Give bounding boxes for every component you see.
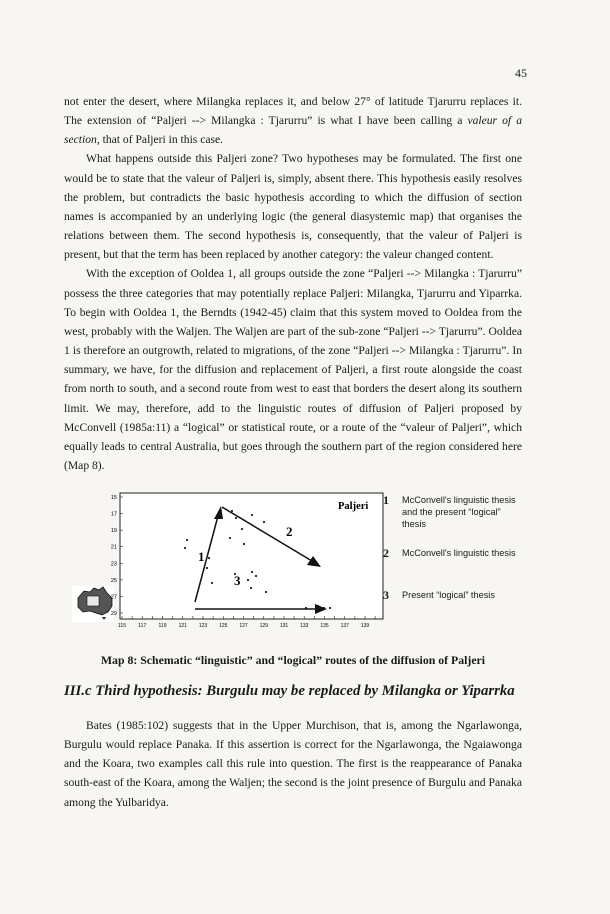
- section-body: [64, 716, 522, 812]
- y-tick-label: 25: [110, 577, 117, 584]
- paljeri-label: Paljeri: [338, 501, 369, 512]
- location-dot: [247, 579, 249, 581]
- location-dot: [251, 571, 253, 573]
- paragraph-1: [64, 92, 522, 149]
- paragraph-2: What happens outside this Paljeri zone? Two hypotheses may be formulated. The first one would be to state that the valeur of Paljeri is, simply, absent there. This hypothesis easily resolves the problem, but contradicts the basic hypothesis according to which the diffusion of section names is accompanied by an underlying logic (the general diasystemic map) that organises the relations between them. The second hypothesis is, consequently, that the valeur of Paljeri is present, but that the term has been replaced by another category: the valeur changed content.: [64, 152, 522, 262]
- y-tick-label: 21: [110, 544, 117, 551]
- legend-number: 2: [383, 546, 389, 560]
- legend-text: McConvell's linguistic thesis: [402, 548, 516, 558]
- legend-text: Present “logical” thesis: [402, 590, 495, 600]
- location-dot: [251, 514, 253, 516]
- x-tick-label: 137: [340, 623, 349, 629]
- location-dot: [241, 528, 243, 530]
- paragraph-3: With the exception of Ooldea 1, all groups outside the zone “Paljeri --> Milangka : Tjarurru” possess the three categories that may potentially replace Paljeri: Milangka, Tjarurru and Yiparrka. To begin with Ooldea 1, the Berndts (1942-45) claim that this system moved to Ooldea from the west, probably with the Waljen. The Waljen are part of the sub-zone “Paljeri --> Tjarurru”. Ooldea 1 is therefore an outgrowth, related to migrations, of the zone “Paljeri --> Milangka : Tjarurru”. In summary, we have, for the diffusion and replacement of Paljeri, a first route alongside the coast from north to south, and a second route from west to east that borders the desert along its southern limit. We may, therefore, add to the linguistic routes of diffusion of Paljeri proposed by McConvell (1985a:11) a “logical” or statistical route, or a route of the “valeur of Paljeri”, which equally leads to central Australia, but goes through the southern part of the region considered here (Map 8).: [64, 267, 522, 472]
- route-3-label: 3: [234, 573, 241, 588]
- location-dot: [229, 537, 231, 539]
- x-tick-label: 121: [178, 623, 187, 629]
- legend-number: 1: [383, 493, 389, 507]
- section-paragraph: Bates (1985:102) suggests that in the Upper Murchison, that is, among the Ngarlawonga, Burgulu would replace Panaka. If this assertion is correct for the Ngarlawonga, the Ngaiawonga and the Koara, two examples call this rule into question. The first is the reappearance of Panaka south-east of the Koara, among the Waljen; the second is the joint presence of Burgulu and Panaka among the Yulbaridya.: [64, 719, 522, 809]
- x-tick-label: 131: [279, 623, 289, 629]
- map-8-figure: [72, 484, 532, 644]
- x-tick-label: 115: [118, 623, 126, 629]
- y-tick-label: 27: [110, 594, 117, 601]
- map-caption: Map 8: Schematic “linguistic” and “logical” routes of the diffusion of Paljeri: [100, 653, 486, 667]
- location-dot: [208, 557, 210, 559]
- x-tick-label: 117: [138, 623, 147, 629]
- y-tick-label: 23: [110, 561, 117, 568]
- x-tick-label: 123: [198, 623, 208, 629]
- x-tick-label: 119: [158, 623, 167, 629]
- legend-text: McConvell's linguistic thesis and the present “logical” thesis: [402, 495, 516, 529]
- location-dot: [235, 517, 237, 519]
- paragraph-1-italic-term: valeur of a section: [64, 114, 522, 147]
- section-heading: III.c Third hypothesis: Burgulu may be replaced by Milangka or Yiparrka: [64, 683, 515, 699]
- route-2-label: 2: [286, 524, 293, 539]
- study-region-highlight: [87, 596, 99, 606]
- paragraph-1-start: not enter the desert, where Milangka replaces it, and below 27° of latitude Tjarurru replaces it. The extension of “Paljeri --> Milangka : Tjarurru” is what I have been calling a: [64, 95, 522, 128]
- x-tick-label: 139: [360, 623, 370, 629]
- paragraph-1-end: , that of Paljeri in this case.: [96, 133, 224, 147]
- x-tick-label: 129: [259, 623, 268, 629]
- route-1-label: 1: [198, 549, 205, 564]
- location-dot: [184, 547, 186, 549]
- location-dot: [263, 521, 265, 523]
- x-tick-label: 127: [239, 623, 248, 629]
- location-dot: [329, 607, 331, 609]
- location-dot: [211, 582, 213, 584]
- location-dot: [250, 587, 252, 589]
- location-dot: [206, 567, 208, 569]
- x-tick-label: 135: [320, 623, 329, 629]
- body-text: [64, 92, 522, 475]
- page-number: 45: [515, 66, 527, 80]
- x-tick-label: 133: [300, 623, 309, 629]
- location-dot: [243, 543, 245, 545]
- location-dot: [265, 591, 267, 593]
- y-tick-label: 19: [110, 528, 117, 535]
- y-tick-label: 29: [110, 611, 117, 617]
- location-dot: [255, 575, 257, 577]
- legend-number: 3: [383, 588, 389, 602]
- y-tick-label: 17: [110, 511, 117, 518]
- y-tick-label: 15: [110, 495, 117, 501]
- x-tick-label: 125: [219, 623, 228, 629]
- location-dot: [186, 539, 188, 541]
- australia-inset-map: [72, 586, 114, 622]
